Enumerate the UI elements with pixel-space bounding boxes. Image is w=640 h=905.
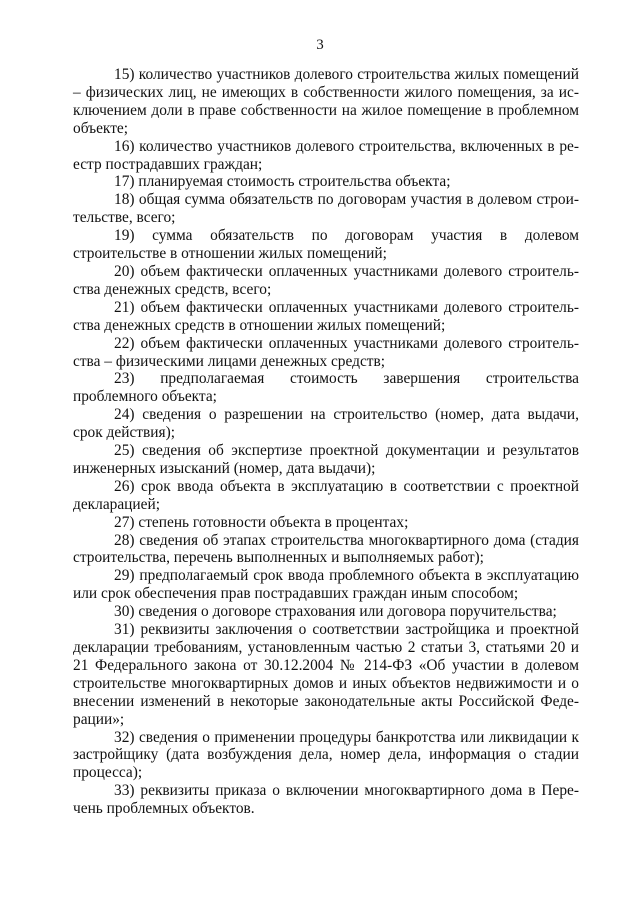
document-body — [73, 66, 579, 818]
list-item: 32) сведения о применении процедуры банкротства или ликвидации к застройщику (дата возбуждения дела, номер дела, информация о стадии процесса); — [73, 728, 579, 782]
list-item: 18) общая сумма обязательств по договорам участия в долевом строительстве, всего; — [73, 191, 579, 227]
list-item: 31) реквизиты заключения о соответствии застройщика и проектной декларации требованиям, установленным частью 2 статьи 3, статьями 20 и 21 Федерального закона от 30.12.2004 № 214-ФЗ «Об участии в долевом строительстве многоквартирных домов и иных объектов недвижимости и о внесении изменений в некоторые законодательные акты Российской Федерации»; — [73, 621, 579, 728]
list-item: 23) предполагаемая стоимость завершения строительства проблемного объекта; — [73, 370, 579, 406]
list-item: 20) объем фактически оплаченных участниками долевого строительства денежных средств, всего; — [73, 262, 579, 298]
list-item: 26) срок ввода объекта в эксплуатацию в соответствии с проектной декларацией; — [73, 477, 579, 513]
list-item: 19) сумма обязательств по договорам участия в долевом строительстве в отношении жилых помещений; — [73, 227, 579, 263]
list-item: 22) объем фактически оплаченных участниками долевого строительства – физическими лицами денежных средств; — [73, 334, 579, 370]
list-item: 33) реквизиты приказа о включении многоквартирного дома в Перечень проблемных объектов. — [73, 782, 579, 818]
list-item: 30) сведения о договоре страхования или договора поручительства; — [114, 603, 557, 621]
list-item: 25) сведения об экспертизе проектной документации и результатов инженерных изысканий (номер, дата выдачи); — [73, 442, 579, 477]
list-item: 24) сведения о разрешении на строительство (номер, дата выдачи, срок действия); — [73, 406, 579, 442]
list-item: 15) количество участников долевого строительства жилых помещений – физических лиц, не имеющих в собственности жилого помещения, за исключением доли в праве собственности на жилое помещение в проблемном объекте; — [73, 66, 579, 137]
list-item: 28) сведения об этапах строительства многоквартирного дома (стадия строительства, перечень выполненных и выполняемых работ); — [73, 531, 579, 567]
page-number: 3 — [316, 37, 324, 53]
list-item: 29) предполагаемый срок ввода проблемного объекта в эксплуатацию или срок обеспечения прав пострадавших граждан иным способом; — [73, 567, 579, 603]
list-item: 17) планируемая стоимость строительства объекта; — [114, 173, 451, 191]
list-item: 27) степень готовности объекта в процентах; — [114, 513, 409, 531]
list-item: 16) количество участников долевого строительства, включенных в реестр пострадавших граждан; — [73, 137, 579, 173]
list-item: 21) объем фактически оплаченных участниками долевого строительства денежных средств в отношении жилых помещений; — [73, 298, 579, 334]
